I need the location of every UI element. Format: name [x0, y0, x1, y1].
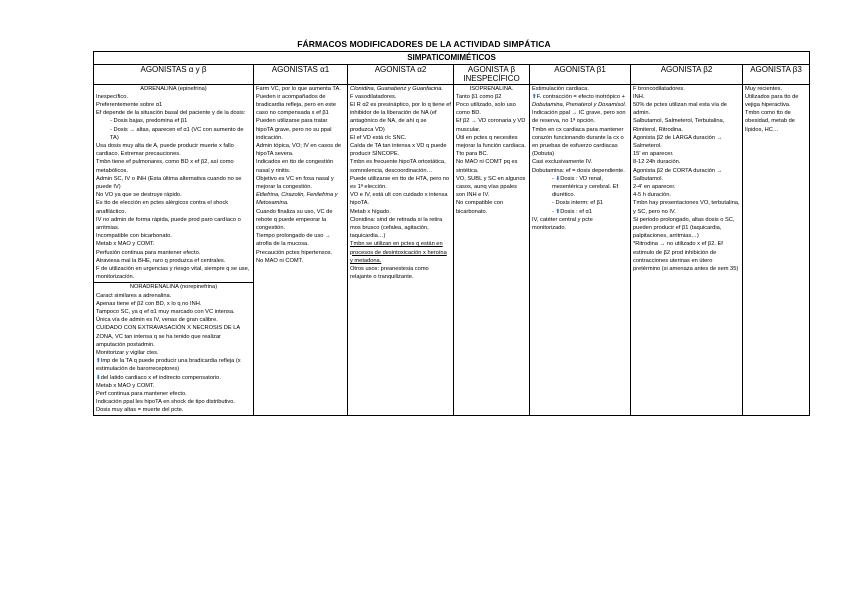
text-line: Tmbn en cx cardiaca para mantener corazón funcionando durante la cx o en pruebas de esfuerzo cardiacas (Dobuta) [532, 126, 624, 158]
text-line: Puede utilizarse en tto de HTA, pero no es 1ª elección. [350, 175, 450, 190]
text-line: Agonista β2 de CORTA duración → Salbutamol. [633, 167, 723, 182]
text-line: Tmbn tiene ef pulmonares, como BD x ef β2, así como metabólicos. [96, 159, 234, 174]
text-line: No MAO ni COMT. [256, 257, 304, 264]
text-line: Tmbn se utilizan en pctes q están en procesos de desintoxicación x heroína y metadona. [350, 241, 447, 264]
text-line: Única vía de admin es IV, venas de gran calibre. [96, 317, 218, 324]
text-line: IV no admin de forma rápida, puede prod paro cardíaco o arritmias. [96, 216, 241, 231]
text-line: Si periodo prolongado, altas dosis o SC, pueden producir ef β1 (taquicardia, palpitaciones, arritmias…) [633, 216, 735, 240]
text-line: Etilefrina, Cirazolin, Fenilefrina y Metoxamina. [256, 192, 338, 207]
adrenalina-heading: ADRENALINA (epinefrina) [140, 85, 207, 92]
header-agonista-beta-inespecifico: AGONISTA β INESPECÍFICO [454, 64, 530, 84]
text-line: F vasodilatadores. [350, 93, 397, 100]
cell-agonista-beta2 [631, 84, 743, 415]
text-line: No compatible con bicarbonato. [456, 200, 504, 215]
text-line: INH. [633, 93, 645, 100]
arrow-down-icon: ⬇ [555, 175, 561, 182]
text-line: Objetivo es VC en fosa nasal y mejorar la congestión. [256, 175, 334, 190]
text-line: Pueden ir acompañados de bradicardia refleja, pero en este caso no compensada x ef β1 [256, 93, 336, 117]
text-line: Monitorizar y vigilar ctes. [96, 350, 159, 356]
text-line: Ef β2 → VD coronaria y VD muscular. [456, 118, 526, 133]
text-line: *Ritrodina → no utilizado x ef β2. Ef estimulo de β2 prod inhibición de contracciones uterinas en útero pretérmino (si amenaza antes de sem 35) [633, 241, 739, 272]
text-line: Perfusión continua para mantener efecto. [96, 249, 201, 256]
text-line: Inespecífico. [96, 93, 128, 100]
text-line: Poco utilizado, solo uso como BD. [456, 101, 516, 117]
text-line: Tiempo prolongado de uso → atrofia de la mucosa. [256, 233, 331, 248]
text-line: Útil en pctes q necesites mejorar la función cardiaca. [456, 134, 526, 149]
header-agonista-beta3: AGONISTA β3 [743, 64, 810, 84]
isoprenalina-heading: ISOPRENALINA. [469, 85, 514, 92]
text-line: ⬆Imp de la TA q puede producir una bradicardia refleja (x estimulación de barorreceptores) [96, 358, 241, 373]
text-line: Admin SC, IV o INH (Esta última alternativa cuando no se puede IV) [96, 175, 242, 190]
text-line: VO, SUBL y SC en algunos casos, aunq vías ppales son INH e IV. [456, 175, 526, 199]
text-line: Precaución pctes hipertensos. [256, 249, 333, 256]
header-agonistas-alfa-beta: AGONISTAS α y β [94, 64, 254, 84]
text-line: 2-4' en aparecer. [633, 183, 676, 190]
text-line: Perf continua para mantener efecto. [96, 391, 187, 398]
text-line: Tmbn es frecuente hipoTA ortostática, somnolencia, descoordinación… [350, 159, 446, 174]
text-line: VO e IV, está ult con cuidado x intensa hipoTA. [350, 192, 448, 207]
text-line: F broncodilatadores. [633, 85, 685, 92]
text-line: Clonidina, Guanabenz y Guanfacina. [350, 85, 443, 92]
text-line: El R α2 es presináptico, por lo q tiene ef inhibidor de la liberación de NA (ef antagónico de NA, de ahí q se produzca VD) [350, 101, 451, 133]
bullet-line: - Dosis bajas, predomina ef β1 [110, 118, 188, 125]
text-line: Caract similares a adrenalina. [96, 292, 172, 299]
arrow-up-icon: ⬆ [532, 93, 537, 100]
text-line: 4-5 h duración. [633, 192, 671, 199]
text-line: Tampoco SC, ya q ef α1 muy marcado con VC intensa. [96, 308, 235, 315]
text-line: 50% de pctes utilizan mal esta vía de admin. [633, 101, 727, 117]
text-line: Metab x hígado. [350, 208, 391, 215]
text-line: El ef VD está r/c SNC. [350, 134, 407, 141]
text-line: Salbutamol, Salmeterol, Terbutalina, Rimiterol, Ritrodina. [633, 118, 725, 133]
cell-agonista-alfa2 [348, 84, 454, 415]
page-title: FÁRMACOS MODIFICADORES DE LA ACTIVIDAD SIMPÁTICA [297, 39, 551, 49]
text-line: Tmbn como tto de obesidad, metab de lípidos, HC… [745, 110, 795, 133]
text-line: Tanto β1 como β2 [456, 93, 502, 100]
drug-table [93, 51, 810, 416]
text-line: Incompatible con bicarbonato. [96, 233, 172, 240]
cell-agonista-beta1 [530, 84, 631, 415]
header-agonista-beta2: AGONISTA β2 [631, 64, 743, 84]
text-line: Muy recientes. Utilizados para tto de vejiga hiperactiva. [745, 85, 799, 108]
text-line: No MAO ni COMT pq es sintética. [456, 159, 518, 174]
text-line: Tmbn hay presentaciones VO, terbutalina, y SC, pero no IV. [633, 200, 740, 215]
text-line: Estimulación cardiaca. [532, 85, 589, 92]
text-line: Farm VC, por lo que aumenta TA. [256, 85, 341, 92]
text-line: Otros usos: preanestesia como relajante o tranquilizante. [350, 265, 429, 281]
text-line: No VO ya que se destruye rápido. [96, 192, 182, 199]
cell-agonistas-alfa-beta [94, 84, 254, 415]
text-line: Preferentemente sobre α1 [96, 101, 163, 108]
text-line: Indicados en tto de congestión nasal y rinitis. [256, 159, 334, 174]
cell-agonista-beta3 [743, 84, 810, 415]
bullet-line: - Dosis → altas, aparecen ef α1 (VC con aumento de TA) [110, 126, 244, 141]
text-line: Admin tópica, VO; IV en casos de hipoTA severa. [256, 142, 342, 158]
text-line: Pueden utilizarse para tratar hipoTA grave, pero no su ppal indicación. [256, 118, 332, 141]
noradrenalina-heading: NORADRENALINA (norepinefrina) [129, 284, 218, 291]
text-line: Indicación ppal → IC grave, pero son de reserva, no 1ª opción. [532, 110, 626, 125]
cell-agonistas-alfa1 [254, 84, 348, 415]
text-line: Ef depende de la situación basal del paciente y de la dosis: [96, 110, 246, 117]
text-line: IV, catéter central y pcte monitorizado. [532, 216, 593, 231]
section-banner: SIMPATICOMIMÉTICOS [94, 52, 810, 65]
text-line: Indicación ppal les hipoTA en shock de tipo distributivo. [96, 399, 236, 406]
text-line: Clonidina: sind de retirada si la retira mos brusco (cefalea, agitación, taquicardia…) [350, 216, 443, 240]
arrow-up-icon: ⬆ [96, 358, 101, 365]
text-line: Metab x MAO y COMT. [96, 241, 155, 248]
text-line: ⬆F. contracción = efecto inotrópico + [532, 93, 625, 100]
bullet-line: - ⬇Dosis : VD renal, mesentérica y cerebral. Ef diurético. [552, 175, 619, 199]
text-line: Dosis muy altas = muerte del pcte. [96, 407, 184, 414]
header-agonista-beta1: AGONISTA β1 [530, 64, 631, 84]
text-line: Casi exclusivamente IV. [532, 159, 593, 166]
text-line: F de utilización en urgencias y riesgo vital, siempre q se use, monitorización. [96, 265, 250, 281]
text-line: Atraviesa mal la BHE, raro q produzca ef centrales. [96, 257, 226, 264]
text-line: ⬇del latido cardiaco x ef indirecto compensatorio. [96, 374, 221, 381]
text-line: Apenas tiene ef β2 con BD, x lo q no INH. [96, 300, 202, 307]
bullet-line: - ⬆Dosis : ef α1 [552, 208, 592, 215]
header-agonistas-alfa1: AGONISTAS α1 [254, 64, 348, 84]
bullet-line: - Dosis interm: ef β1 [552, 200, 604, 207]
text-line: CUIDADO CON EXTRAVASACIÓN X NECROSIS DE LA ZONA, VC tan intensa q se ha tenido que realizar amputación postadmin. [96, 325, 240, 348]
text-line: Usa dosis muy alta de A, puede producir muerte x fallo cardiaco. Extremar precauciones. [96, 142, 234, 158]
text-line: Caída de TA tan intensa x VD q puede producir SÍNCOPE. [350, 142, 447, 158]
text-line: Es tto de elección en pctes alérgicos contra el shock anafiláctico. [96, 200, 229, 215]
text-line: Agonista β2 de LARGA duración → Salmeterol. [633, 134, 723, 149]
noradrenalina-section [94, 282, 253, 414]
text-line: Cuando finaliza su uso, VC de rebote q puede empeorar la congestión. [256, 208, 333, 231]
text-line: Metab x MAO y COMT. [96, 382, 155, 389]
text-line: 8-12 24h duración. [633, 159, 681, 166]
text-line: Dobutamina, Prenaterol y Doxamisol. [532, 101, 627, 108]
text-line: Tto para BC. [456, 151, 489, 158]
cell-agonista-beta-inespecifico [454, 84, 530, 415]
arrow-up-icon: ⬆ [555, 208, 561, 215]
text-line: Dobutamina: ef = dosis dependiente. [532, 167, 625, 174]
text-line: 15' en aparecer. [633, 151, 674, 158]
header-agonista-alfa2: AGONISTA α2 [348, 64, 454, 84]
arrow-down-icon: ⬇ [96, 374, 101, 381]
